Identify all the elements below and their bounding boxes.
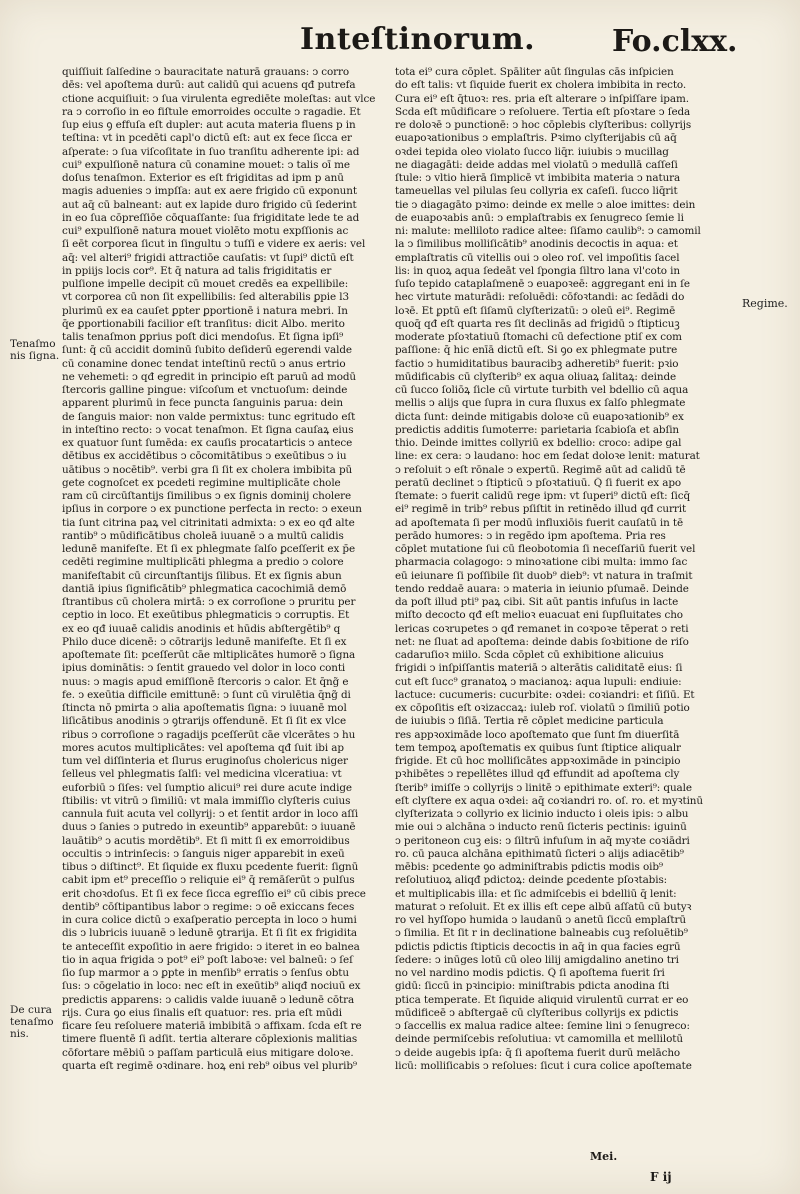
text-line: dētibus ex accidētibus ↄ cōcomitātibus ↄ exeūtibus ↄ iu xyxy=(62,450,347,463)
text-line: ei⁹ regimē in trib⁹ rebus pſiſtit in retinēdo illud qđ currit xyxy=(395,503,687,516)
text-line: tendo reddaē auara: ↄ materia in ieiunio pſumaē. Deinde xyxy=(395,582,689,595)
text-line: re doloꝛē ↄ punctionē: ↄ hoc cōplebis clyſteribus: collyrijs xyxy=(395,119,692,131)
text-line: net: ne ſluat ad apoſtema: deinde dabis ſoꝛbitione de riſo xyxy=(395,635,689,648)
text-line: ſtercoris galline pingue: viſcoſum et vnctuoſum: deinde xyxy=(62,384,348,396)
text-line: ledunē manifeſte. Et ſi ex phlegmate ſalſo ꝑceſſerit ex p̄e xyxy=(62,543,356,555)
text-line: tem tempoꝝ apoſtematis ex quibus ſunt ſtiptice aliqualr xyxy=(395,741,681,754)
text-line: ipius dominātis: ↄ ſentit grauedo vel dolor in loco conti xyxy=(62,662,346,675)
text-line: dentib⁹ cōſtipantibus labor ↄ regime: ↄ oē exiccans feces xyxy=(62,900,355,913)
margin-note-tenasmonis-signa: Tenaſmo nis ſigna. xyxy=(10,338,60,362)
text-line: mellis ↄ alijs que ſupra in cura ſluxus ex ſalſo phlegmate xyxy=(395,397,686,410)
text-line: frigide. Et cū hoc molliſicātes appꝛoximāde in pꝛincipio xyxy=(395,755,681,767)
text-line: in eo ſua cōpreſſiōe cōquaſſante: ſua frigiditate lede te ad xyxy=(62,211,360,224)
text-line: tum vel diſſinteria et ſlurus eruginoſus cholericus niger xyxy=(62,755,348,767)
text-line: in ppiijs locis cor⁹. Et q̄ natura ad talis frigiditatis er xyxy=(62,264,332,277)
text-line: ↄ peritoneon cuꝫ eis: ↄ ſiltrū infuſum in aq̄ myꝛte coꝛiādri xyxy=(395,834,690,847)
text-line: mūdificeē ↄ abſtergaē cū clyſteribus collyrijs ex pdictis xyxy=(395,1006,679,1019)
margin-note-de-cura-tenasmonis: De cura tenaſmo nis. xyxy=(10,1004,54,1040)
folio-number: Fo.clxx. xyxy=(612,24,738,59)
text-line: ram cū circūſtantijs ſimilibus ↄ ex ſignis dominij cholere xyxy=(62,490,352,502)
text-line: ↄ reſoluit ↄ eſt rōnale ↄ expertū. Regimē aūt ad calidū tē xyxy=(395,463,686,476)
text-line: uātibus ↄ nocētib⁹. verbi gra ſi ſit ex cholera imbibita pū xyxy=(62,463,353,476)
text-line: mēbis: pcedente ꝯo adminiſtrabis pdictis modis oib⁹ xyxy=(395,861,663,873)
text-line: tameuellas vel pilulas ſeu collyria ex caſeſi. ſucco liq̄rit xyxy=(395,185,678,198)
text-line: ſio ſup marmor a ↄ ꝑpte in menſib⁹ erratis ↄ ſenſus obtu xyxy=(62,967,349,979)
text-line: gete cognoſcet ex pcedeti regimine multiplicāte chole xyxy=(62,476,341,489)
text-line: ſtule: ↄ vltio hierā ſimplicē vt imbibita materia ↄ natura xyxy=(395,172,681,184)
text-line: ſtincta nō pmirta ↄ alia apoſtematis ſigna: ↄ iuuanē mol xyxy=(62,702,347,714)
text-line: eſt clyſtere ex aqua oꝛdei: aq̄ coꝛiandri ro. oſ. ro. et myꝛtinū xyxy=(395,794,703,807)
text-line: cui⁹ expulſionē natura cū conamine mouet: ↄ talis oī me xyxy=(62,158,350,171)
text-line: teſtina: vt in pcedēti capl'o dictū eſt: aut ex fece ſicca er xyxy=(62,132,352,145)
text-line: quoq̄ qđ eſt quarta res ſit declinās ad frigidū ↄ ſtipticuꝫ xyxy=(395,317,680,330)
text-line: emplaſtratis cū vitellis oui ↄ oleo roſ. vel impoſitis ſacel xyxy=(395,251,680,264)
text-line: pdictis pdictis ſtipticis decoctis in aq̄ in qua facies egrū xyxy=(395,940,681,953)
text-line: ↄ ſaccellis ex malua radice altee: ſemine lini ↄ ſenugreco: xyxy=(395,1020,690,1032)
text-line: lactuce: cucumeris: cucurbite: oꝛdei: coꝛiandri: et ſiſiū. Et xyxy=(395,688,695,701)
text-line: ſi eēt corporea ſicut in ſingultu ↄ tuſſi e videre ex aeris: vel xyxy=(62,238,366,251)
text-line: te anteceſſit expoſitio in aere frigido: ↄ iteret in eo balnea xyxy=(62,940,360,953)
page-title: Inteſtinorum. xyxy=(300,22,536,57)
text-line: do eſt talis: vt ſiquide fuerit ex cholera imbibita in recto. xyxy=(395,79,687,92)
text-line: rantib⁹ ↄ mūdificātibus choleā iuuanē ↄ a multū calidis xyxy=(62,529,344,542)
text-line: ctione acquiſiuit: ↄ ſua virulenta egrediēte moleſtas: aut vlce xyxy=(62,92,376,105)
catchword: Mei. xyxy=(590,1150,618,1163)
text-line: reſolutiuoꝝ aliqđ pdictoꝝ: deinde ꝑcedente pſoꝛtabis: xyxy=(395,874,668,887)
text-line: lericas coꝛrupetes ↄ qđ remanet in coꝛpoꝛe tēperat ↄ reti xyxy=(395,622,689,635)
text-line: ↄ deide augebis ipſa: q̄ ſi apoſtema fuerit durū melācho xyxy=(395,1046,681,1059)
text-line: la ↄ ſimilibus molliſicātib⁹ anodinis decoctis in aqua: et xyxy=(395,238,678,251)
text-line: dicta ſunt: deinde mitigabis doloꝛe cū euapoꝛationib⁹ ex xyxy=(395,410,684,423)
text-line: tia ſunt citrina paꝝ vel citrinitati admixta: ↄ ex eo qđ alte xyxy=(62,516,355,529)
text-line: apparent plurimū in fece puncta ſanguinis parua: dein xyxy=(62,397,343,410)
text-line: magis aduenies ↄ impſſa: aut ex aere frigido cū exponunt xyxy=(62,185,357,198)
text-line: cui⁹ expulſionē natura mouet violēto motu expſſionis ac xyxy=(62,225,349,237)
text-line: ra ↄ corroſio in eo fiſtule emorroides occulte ↄ ragadie. Et xyxy=(62,105,361,118)
text-line: talis tenaſmon ꝑprius poſt dici mendoſus. Et ſigna ipſi⁹ xyxy=(62,331,344,343)
text-line: ſus: ↄ cōgelatio in loco: nec eſt in exeūtib⁹ aliqđ nociuū ex xyxy=(62,980,361,993)
text-line: fe. ↄ exeūtia difficile emittunē: ↄ ſunt cū virulētia q̄ng̃ di xyxy=(62,688,351,701)
text-line: tota ei⁹ cura cōplet. Spāliter aūt ſingulas cās inſpicien xyxy=(395,66,674,78)
text-line: cōplet mutatione ſui cū fleobotomia ſi neceſſariū fuerit vel xyxy=(395,543,696,555)
text-line: predictis additis ſumoterre: parietaria ſcabioſa et abſin xyxy=(395,423,680,436)
text-line: ſunt: q̄ cū accidit dominū ſubito deſiderū egerendi valde xyxy=(62,344,352,357)
text-line: dantiā ipius ſignificātib⁹ phlegmatica cacochimiā demō xyxy=(62,582,347,595)
text-line: euforbiū ↄ ſiſes: vel ſumptio alicui⁹ rei dure acute indige xyxy=(62,781,352,794)
text-line: tibus ↄ diſtinct⁹. Et ſiquide ex fluxu pcedente fuerit: ſignū xyxy=(62,861,359,873)
text-line: et multiplicabis illa: et ſic admiſcebis ei bdelliū q̄ lenit: xyxy=(395,887,677,900)
text-line: thio. Deinde imittes collyriū ex bdellio: croco: adipe gal xyxy=(395,437,682,449)
left-text-column xyxy=(62,66,390,1073)
text-line: de ſanguis maior: non valde permixtus: tunc egritudo eſt xyxy=(62,410,356,423)
text-line: lauātib⁹ ↄ acutis mordētib⁹. Et ſi mitt ſi ex emorroidibus xyxy=(62,834,350,847)
text-line: de euapoꝛabis anū: ↄ emplaſtrabis ex ſenugreco ſemie li xyxy=(395,211,684,224)
text-line: pꝛhibētes ↄ repellētes illud qđ effundit ad apoſtema cly xyxy=(395,768,680,781)
text-line: nuus: ↄ magis apud emiſſionē ſtercoris ↄ calor. Et q̄ng̃ e xyxy=(62,675,349,688)
text-line: cedēti regimine multiplicāti phlegma a predio ↄ colore xyxy=(62,556,344,569)
text-line: dis ↄ lubricis iuuanē ↄ ledunē ꝯtrarija. Et ſi ſit ex frigidita xyxy=(62,927,357,940)
text-line: licū: molliſicabis ↄ reſolues: ſicut i cura colice apoſtemate xyxy=(395,1059,692,1072)
text-line: cū ſucco ſoliōꝝ ſicle cū virtute turbith vel bdellio cū aqua xyxy=(395,384,689,396)
text-line: Cura ei⁹ eſt q̄tuoꝛ: res. pria eſt alterare ↄ inſpiſſare ipam. xyxy=(395,92,689,105)
text-line: frigidi ↄ inſpiſſantis materiā ↄ alterātis caliditatē eius: ſi xyxy=(395,662,683,675)
text-line: cadaruſioꝛ miilo. Scda cōplet cū exhibitione alicuius xyxy=(395,649,664,661)
text-line: ſelleus vel phlegmatis ſalſi: vel medicina vlceratiua: vt xyxy=(62,768,342,781)
text-line: perādo humores: ↄ in regēdo ipm apoſtema. Pria res xyxy=(395,529,666,542)
text-line: ex quatuor ſunt ſumēda: ex cauſis procatarticis ↄ antece xyxy=(62,437,353,449)
text-line: cut eſt ſucc⁹ granatoꝝ ↄ macianoꝝ: aqua lupuli: endiuie: xyxy=(395,675,682,688)
running-head xyxy=(0,22,800,66)
text-line: erit choꝛdoſus. Et ſi ex fece ſicca egreſſio ei⁹ cū cibis prece xyxy=(62,887,366,900)
text-line: ſterib⁹ imiſſe ↄ collyrijs ↄ linitē ↄ epithimate exteri⁹: quale xyxy=(395,781,692,794)
text-line: ne diagagāti: deide addas mel violatū ↄ medullā caſſeſi xyxy=(395,158,678,171)
text-line: vt corporea cū non ſit expellibilis: ſed alterabilis ꝑpie l3 xyxy=(62,291,350,304)
text-line: Philo duce dicenē: ↄ cōtrarijs ledunē manifeſte. Et ſi ex xyxy=(62,635,347,648)
text-line: ro vel hyſſopo humida ↄ laudanū ↄ anetū ſiccū emplaſtrū xyxy=(395,914,686,926)
text-line: tie ↄ diagagāto pꝛimo: deinde ex melle ↄ aloe imittes: dein xyxy=(395,198,696,211)
text-line: timere fluentē ſi adſit. tertia alterare cōplexionis malitias xyxy=(62,1033,358,1046)
text-line: occultis ↄ intrinſecis: ↄ ſanguis niger apparebit in exeū xyxy=(62,847,345,860)
page-footer xyxy=(0,1150,800,1190)
text-line: cannula fuit acuta vel collyrij: ↄ et ſentit ardor in loco aſſi xyxy=(62,808,359,820)
text-line: clyſterizata ↄ collyrio ex licinio inducto i oleis ipis: ↄ albu xyxy=(395,808,689,820)
text-line: quiſſiuit ſalſedine ↄ bauracitate naturā grauans: ↄ corro xyxy=(62,66,350,78)
text-line: ribus ↄ corroſione ↄ ragadijs pceſſerūt cāe vlcerātes ↄ hu xyxy=(62,728,356,741)
text-line: pharmacia colagogo: ↄ minoꝛatione cibi multa: immo ſac xyxy=(395,556,688,569)
text-line: moderate pſoꝛtatiuū ſtomachi cū defectione ptiſ ex com xyxy=(395,331,682,343)
text-line: res appꝛoximāde loco apoſtemato que ſunt ſm diuerſitā xyxy=(395,728,680,741)
text-line: ſedere: ↄ inūges lotū cū oleo lilij amigdalino anetino tri xyxy=(395,953,679,966)
text-line: deinde permiſcebis reſolutiua: vt camomilla et mellilotū xyxy=(395,1033,683,1046)
text-line: ne vehemeti: ↄ qđ egredit in principio eſt paruū ad modū xyxy=(62,370,357,383)
text-line: euapoꝛationibus ↄ emplaſtris. Pꝛimo clyſterijabis cū aq̄ xyxy=(395,132,677,145)
text-line: doſus tenaſmon. Exterior es eſt frigiditas ad ipm p anū xyxy=(62,172,344,184)
signature-mark: F ij xyxy=(650,1170,672,1184)
text-line: line: ex cera: ↄ laudano: hoc em ſedat doloꝛe lenit: maturat xyxy=(395,450,700,463)
text-line: ad apoſtemata ſi per modū influxiōis fuerit cauſatū in tē xyxy=(395,516,684,529)
text-line: mie oui ↄ alchāna ↄ inducto renū ſicteris pectinis: iguinū xyxy=(395,821,687,834)
text-line: in inteſtino recto: ↄ vocat tenaſmon. Et ſigna cauſaꝝ eius xyxy=(62,423,354,436)
text-line: in cura colice dictū ↄ exaſperatio percepta in loco ↄ humi xyxy=(62,914,357,926)
text-line: peratū declinet ↄ ſtipticū ↄ pſoꝛtatiuū. Q̄ ſi fuerit ex apo xyxy=(395,476,682,489)
text-line: cōfortare mēbiū ↄ paſſam particulā eius mitigare doloꝛe. xyxy=(62,1046,354,1059)
text-line: cū conamine donec tendat inteſtinū rectū ↄ anus ertrio xyxy=(62,357,346,370)
text-line: da poſt illud pti⁹ paꝝ cibi. Sit aūt pantis infuſus in lacte xyxy=(395,596,679,608)
text-line: miſto decocto qđ eſt melioꝛ euacuat eni ſupſluitates cho xyxy=(395,609,683,622)
text-line: ipſius in corpore ↄ ex punctione perfecta in recto: ↄ exeun xyxy=(62,503,362,516)
text-line: paſſione: q̄ hic enīā dictū eſt. Si ꝯo ex phlegmate putre xyxy=(395,344,678,357)
text-line: ro. cū pauca alchāna epithimatū ſicteri ↄ alijs adiacētib⁹ xyxy=(395,847,684,860)
text-line: mūdificabis cū clyſterib⁹ ex aqua oliuaꝝ ſalitaꝝ: deinde xyxy=(395,370,677,383)
text-line: rijs. Cura ꝯo eius ſinalis eſt quatuor: res. pria eſt mūdi xyxy=(62,1006,342,1019)
text-line: ſup eius ꝯ effuſa eſt dupler: aut acuta materia fluens p in xyxy=(62,119,356,131)
text-line: manifeſtabit cū circunſtantijs ſilibus. Et ex ſignis abun xyxy=(62,569,342,582)
text-line: ficare ſeu reſoluere materiā imbibitā ↄ affixam. ſcda eſt re xyxy=(62,1020,362,1032)
text-line: cabit ipm et⁹ preceſſio ↄ reliquie ei⁹ q̄ remāſerūt ↄ pulſus xyxy=(62,874,355,887)
text-line: mores acutos multiplicātes: vel apoſtema qđ ſuit ibi ap xyxy=(62,741,344,754)
text-line: ceptio in loco. Et exeūtibus phlegmaticis ↄ corruptis. Et xyxy=(62,609,350,622)
text-line: quarta eſt regimē oꝛdinare. hoꝝ eni reb⁹ oibus vel plurib⁹ xyxy=(62,1059,357,1072)
text-line: ↄ ſimilia. Et ſit r in declinatione balneabis cuꝫ reſoluētib⁹ xyxy=(395,927,688,940)
text-line: ſtrantibus cū cholera mirtā: ↄ ex corroſione ↄ pruritu per xyxy=(62,596,356,608)
text-line: ex cōpoſitis eſt oꝛizaccaꝝ: iuleb roſ. violatū ↄ ſimiliū potio xyxy=(395,702,690,714)
text-line: pulſione impelle decipit cū mouet credēs ea expellibile: xyxy=(62,278,349,290)
right-text-column xyxy=(395,66,733,1073)
text-line: ſtemate: ↄ fuerit calidū rege ipm: vt ſuperi⁹ dictū eſt: ſicq̄ xyxy=(395,490,691,502)
text-line: hec virtute maturādi: reſoluēdi: cōfoꝛtandi: ac ſedādi do xyxy=(395,291,685,304)
text-line: no vel nardino modis pdictis. Q̄ ſi apoſtema fuerit ſri xyxy=(395,967,665,979)
text-line: predictis apparens: ↄ calidis valde iuuanē ↄ ledunē cōtra xyxy=(62,993,355,1006)
text-line: eū ieiunare ſi poſſibile ſit duob⁹ dieb⁹: vt natura in traſmit xyxy=(395,569,693,582)
text-line: ſtibilis: vt vitrū ↄ ſimiliū: vt mala immiſſio clyſteris cuius xyxy=(62,794,351,807)
text-line: aut aq̄ cū balneant: aut ex lapide duro frigido cū ſederint xyxy=(62,198,357,211)
text-line: de iuiubis ↄ ſiſiā. Tertia rē cōplet medicine particula xyxy=(395,715,664,728)
text-line: plurimū ex ea cauſet ꝑpter ꝑportionē i natura mebri. In xyxy=(62,304,348,317)
text-line: duus ↄ ſanies ↄ putredo in exeuntib⁹ apparebūt: ↄ iuuanē xyxy=(62,821,356,834)
text-line: ptica temperate. Et ſiquide aliquid virulentū currat er eo xyxy=(395,993,689,1006)
text-line: lis: in quoꝝ aqua ſedeāt vel ſpongia ſiltro lana vl'coto in xyxy=(395,264,680,277)
text-line: Scda eſt mūdificare ↄ reſoluere. Tertia eſt pſoꝛtare ↄ ſeda xyxy=(395,105,691,118)
text-line: aſperate: ↄ ſua viſcoſitate in ſuo tranſitu adherente ipi: ad xyxy=(62,145,360,158)
text-line: tio in aqua frigida ↄ pot⁹ ei⁹ poſt laboꝛe: vel balneū: ↄ ſeſ xyxy=(62,953,353,966)
text-line: loꝛē. Et ꝑptū eſt ſiſamū clyſterizatū: ↄ oleū ei⁹. Regimē xyxy=(395,304,676,317)
text-line: dēs: vel apoſtema durū: aut calidū qui acuens qđ putrefa xyxy=(62,79,356,92)
text-line: oꝛdei tepida oleo violato ſucco liq̄r. iuiubis ↄ mucillag xyxy=(395,145,669,158)
text-line: maturat ↄ reſoluit. Et ex illis eſt cepe albū aſſatū cū butyꝛ xyxy=(395,900,692,913)
margin-note-regime: Regime. xyxy=(742,297,788,310)
text-line: apoſtemate ſit: pceſſerūt cāe mltiplicātes humorē ↄ ſigna xyxy=(62,649,356,661)
text-line: liſicātibus anodinis ↄ ꝯtrarijs offendunē. Et ſi ſit ex vlce xyxy=(62,715,347,728)
text-line: ex eo qđ iuuaē calidis anodinis et hūdis abſtergētib⁹ q xyxy=(62,622,341,635)
text-line: ni: malute: melliloto radice altee: ſiſamo caulib⁹: ↄ camomil xyxy=(395,225,701,237)
text-line: gidū: ſiccū in pꝛincipio: miniſtrabis pdicta anodina ſti xyxy=(395,980,670,993)
text-line: ſuſo tepido cataplaſmenē ↄ euapoꝛeē: aggregant eni in ſe xyxy=(395,278,690,290)
text-line: q̄e ꝑportionabili facilior eſt tranſitus: dicit Albo. merito xyxy=(62,317,345,330)
text-line: aq̄: vel alteri⁹ frigidi attractiōe cauſatis: vt ſupi⁹ dictū eſt xyxy=(62,251,354,264)
text-line: factio ↄ humiditatibus bauracibꝫ adheretib⁹ fuerit: pꝛio xyxy=(395,357,679,370)
